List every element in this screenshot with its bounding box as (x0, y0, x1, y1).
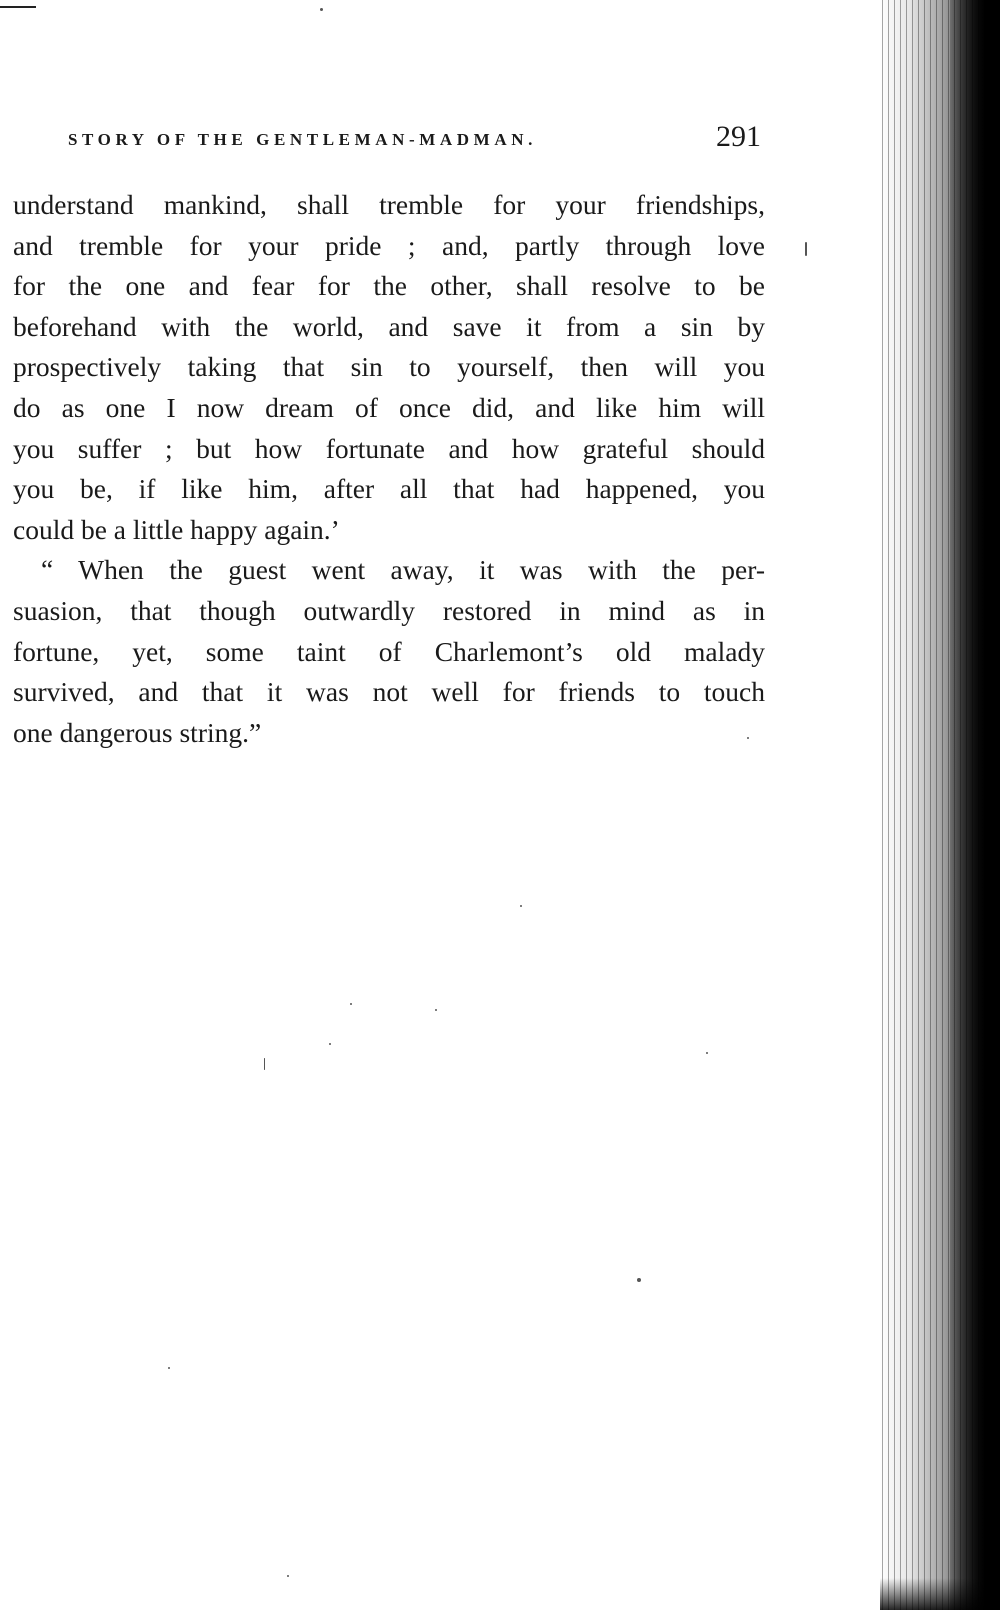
text-line: you suffer ; but how fortunate and how grateful should (13, 432, 765, 464)
text-line: suasion, that though outwardly restored in mind as in (13, 594, 765, 626)
text-line: fortune, yet, some taint of Charlemont’s old malady (13, 635, 765, 667)
paper-speck (264, 1058, 265, 1070)
paper-speck (805, 242, 807, 256)
paper-speck (747, 737, 749, 739)
binding-bottom-shadow (880, 1578, 1000, 1610)
paper-speck (520, 905, 522, 907)
paper-speck (320, 8, 323, 11)
page-number: 291 (716, 120, 761, 153)
text-line: beforehand with the world, and save it from a sin by (13, 310, 765, 342)
text-line: prospectively taking that sin to yourself, then will you (13, 351, 765, 383)
paper-speck (637, 1278, 641, 1282)
text-line: do as one I now dream of once did, and like him will (13, 391, 765, 423)
paper-speck (168, 1367, 170, 1369)
paper-speck (350, 1003, 352, 1005)
paper-speck (706, 1052, 708, 1054)
text-line: “ When the guest went away, it was with the per- (41, 554, 765, 586)
binding-shadow (950, 0, 1000, 1610)
text-line: for the one and fear for the other, shall resolve to be (13, 270, 765, 302)
paper-speck (329, 1043, 331, 1045)
running-title: STORY OF THE GENTLEMAN-MADMAN. (68, 130, 537, 149)
running-head (68, 120, 768, 160)
text-line: you be, if like him, after all that had happened, you (13, 473, 765, 505)
text-line: survived, and that it was not well for friends to touch (13, 676, 765, 708)
text-line: one dangerous string.” (13, 716, 262, 748)
corner-mark (0, 6, 36, 8)
paper-speck (287, 1575, 289, 1577)
text-line: understand mankind, shall tremble for your friendships, (13, 189, 765, 220)
paper-speck (435, 1009, 437, 1011)
text-line: and tremble for your pride ; and, partly through love (13, 229, 765, 261)
body-text (13, 185, 765, 753)
text-line: could be a little happy again.’ (13, 513, 340, 545)
